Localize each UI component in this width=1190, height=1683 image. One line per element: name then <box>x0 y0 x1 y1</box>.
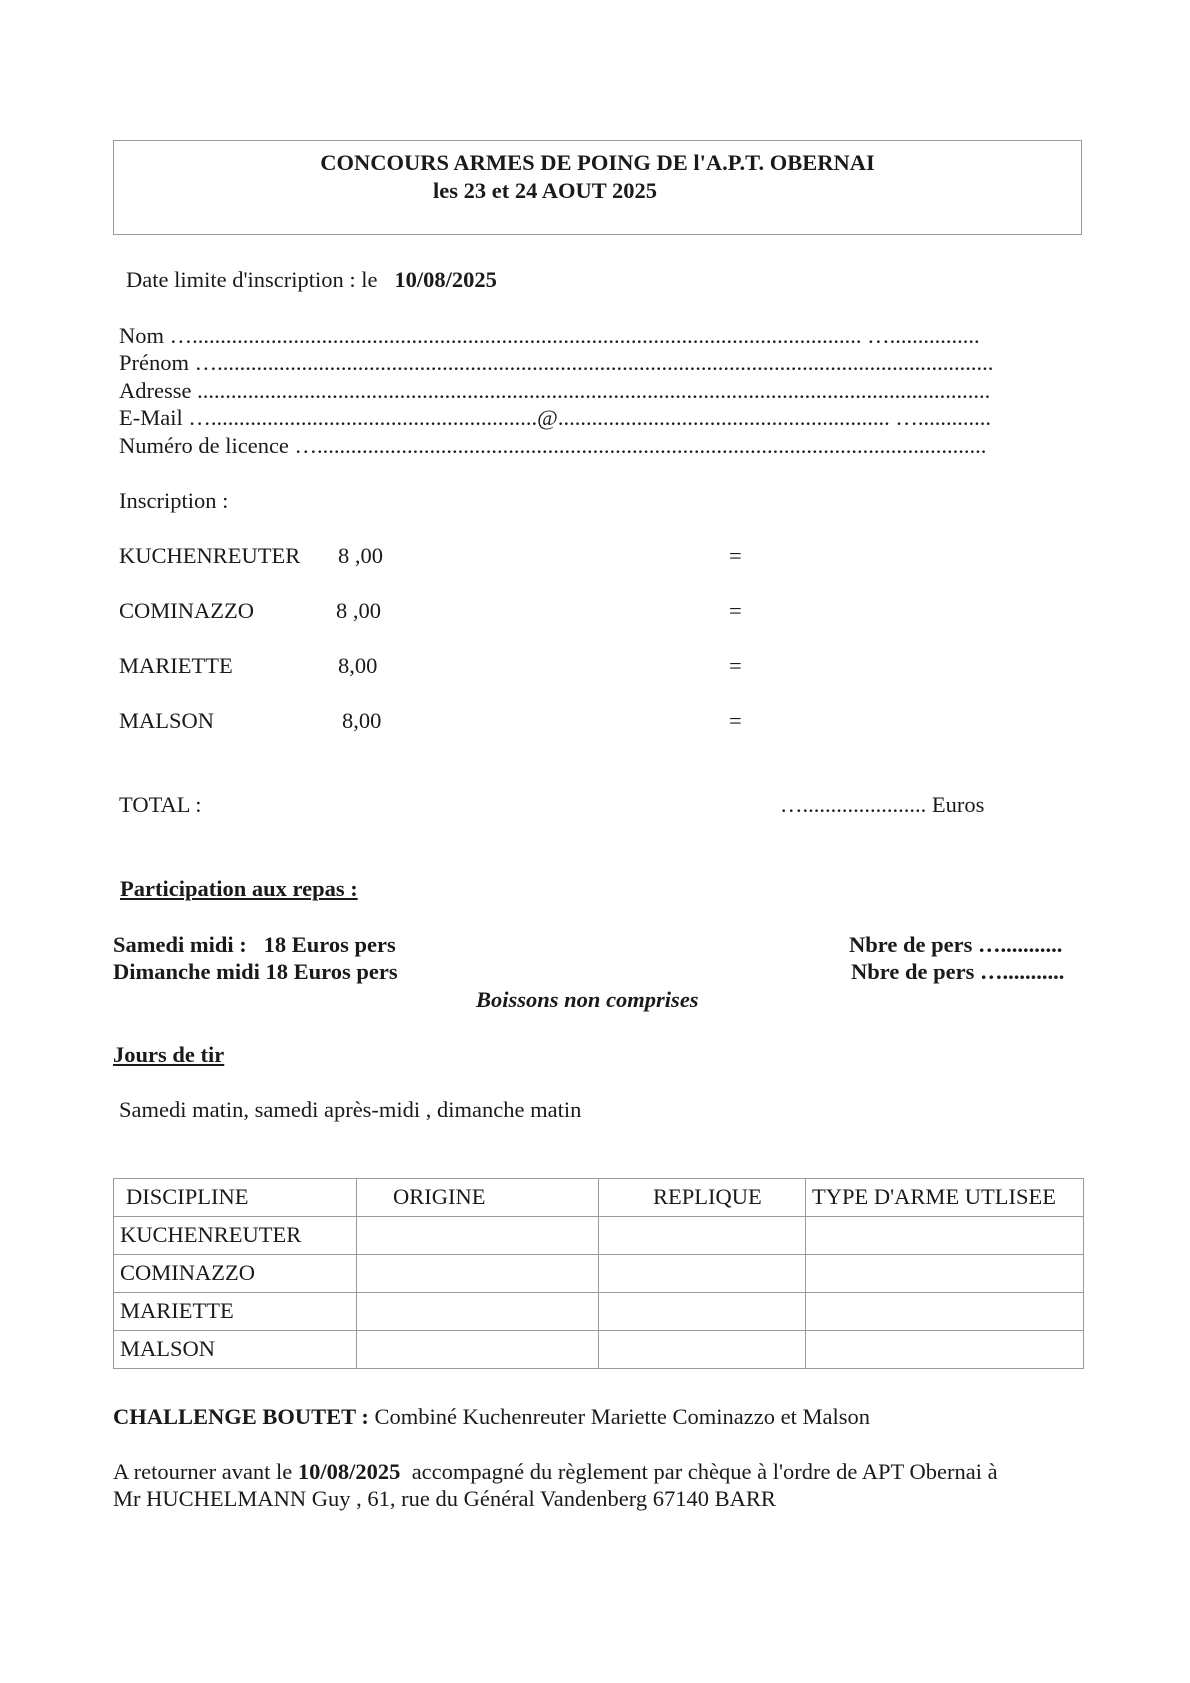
table-header-row <box>114 1179 1084 1217</box>
field-nom[interactable]: Nom …....................................................................................................................... …................ <box>119 323 980 348</box>
header-replique: REPLIQUE <box>599 1179 806 1217</box>
event-dates: les 23 et 24 AOUT 2025 <box>433 178 657 203</box>
cell-type-arme[interactable] <box>806 1217 1084 1255</box>
cell-origine[interactable] <box>357 1331 599 1369</box>
drinks-note: Boissons non comprises <box>476 987 699 1012</box>
shooting-days-text: Samedi matin, samedi après-midi , dimanche matin <box>119 1097 582 1122</box>
meal-saturday-count[interactable]: Nbre de pers …........... <box>849 932 1063 957</box>
field-adresse[interactable]: Adresse ............................................................................................................................................. <box>119 378 991 403</box>
return-prefix: A retourner avant le <box>113 1459 293 1484</box>
return-suffix: accompagné du règlement par chèque à l'ordre de APT Obernai à <box>411 1459 998 1484</box>
row-discipline: KUCHENREUTER <box>114 1217 357 1255</box>
field-prenom[interactable]: Prénom ….......................................................................................................................................... <box>119 350 994 375</box>
deadline-date: 10/08/2025 <box>394 267 497 292</box>
deadline <box>126 269 497 292</box>
cell-origine[interactable] <box>357 1217 599 1255</box>
inscription-name: MARIETTE <box>119 653 233 678</box>
challenge <box>113 1406 870 1429</box>
inscription-name: KUCHENREUTER <box>119 543 301 568</box>
inscription-name: MALSON <box>119 708 215 733</box>
cell-replique[interactable] <box>599 1255 806 1293</box>
row-discipline: MARIETTE <box>114 1293 357 1331</box>
cell-type-arme[interactable] <box>806 1255 1084 1293</box>
cell-replique[interactable] <box>599 1293 806 1331</box>
row-discipline: MALSON <box>114 1331 357 1369</box>
inscription-equals[interactable]: = <box>729 543 742 568</box>
meal-sunday: Dimanche midi 18 Euros pers <box>113 959 398 984</box>
inscription-price: 8 ,00 <box>336 598 381 623</box>
meal-saturday: Samedi midi : 18 Euros pers <box>113 932 396 957</box>
shooting-days-heading: Jours de tir <box>113 1042 225 1067</box>
cell-type-arme[interactable] <box>806 1331 1084 1369</box>
total-label: TOTAL : <box>119 792 202 817</box>
meals-heading: Participation aux repas : <box>120 876 358 901</box>
inscription-price: 8 ,00 <box>338 543 383 568</box>
cell-replique[interactable] <box>599 1331 806 1369</box>
page-title: CONCOURS ARMES DE POING DE l'A.P.T. OBERNAI <box>320 150 875 175</box>
inscription-equals[interactable]: = <box>729 653 742 678</box>
header-origine: ORIGINE <box>357 1179 599 1217</box>
discipline-table <box>113 1178 1084 1369</box>
field-licence[interactable]: Numéro de licence …....................................................................................................................... <box>119 433 987 458</box>
return-note <box>113 1461 998 1484</box>
header-type-arme: TYPE D'ARME UTLISEE <box>806 1179 1084 1217</box>
cell-origine[interactable] <box>357 1255 599 1293</box>
table-row <box>114 1255 1084 1293</box>
header-discipline: DISCIPLINE <box>114 1179 357 1217</box>
meal-sunday-count[interactable]: Nbre de pers …........... <box>851 959 1065 984</box>
table-row <box>114 1331 1084 1369</box>
inscription-price: 8,00 <box>338 653 378 678</box>
return-address: Mr HUCHELMANN Guy , 61, rue du Général Vandenberg 67140 BARR <box>113 1486 776 1511</box>
cell-replique[interactable] <box>599 1217 806 1255</box>
table-row <box>114 1217 1084 1255</box>
total-value[interactable]: …...................... Euros <box>780 792 985 817</box>
cell-type-arme[interactable] <box>806 1293 1084 1331</box>
inscription-label: Inscription : <box>119 488 229 513</box>
return-date: 10/08/2025 <box>297 1459 401 1484</box>
inscription-equals[interactable]: = <box>729 598 742 623</box>
inscription-name: COMINAZZO <box>119 598 254 623</box>
cell-origine[interactable] <box>357 1293 599 1331</box>
deadline-label: Date limite d'inscription : le <box>126 267 378 292</box>
inscription-price: 8,00 <box>342 708 382 733</box>
field-email[interactable]: E-Mail …..........................................................@........................................................... …............. <box>119 405 991 430</box>
challenge-text: Combiné Kuchenreuter Mariette Cominazzo et Malson <box>374 1404 871 1429</box>
table-row <box>114 1293 1084 1331</box>
challenge-label: CHALLENGE BOUTET : <box>113 1404 369 1429</box>
row-discipline: COMINAZZO <box>114 1255 357 1293</box>
inscription-equals[interactable]: = <box>729 708 742 733</box>
